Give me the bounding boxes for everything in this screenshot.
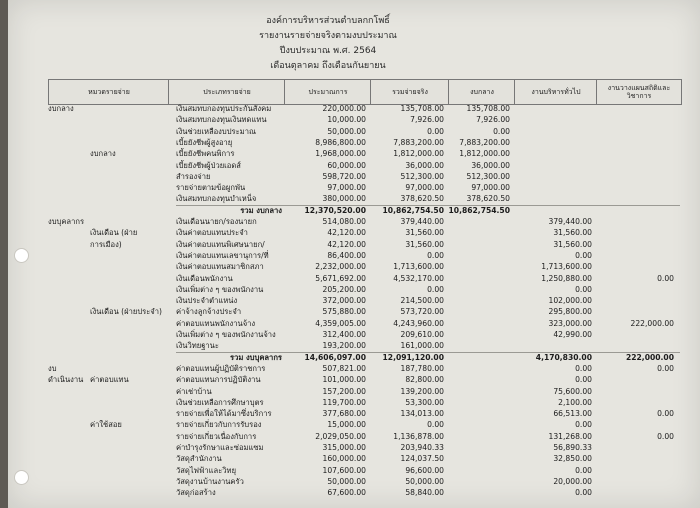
table-cell-paid: 379,440.00 bbox=[400, 217, 444, 226]
table-cell-est: 97,000.00 bbox=[327, 183, 366, 193]
table-cell-type: เบี้ยยังชีพคนพิการ bbox=[176, 149, 235, 159]
table-cell-c2: 1,250,880.00 bbox=[541, 273, 592, 283]
table-cell-type: ค่าจ้างลูกจ้างประจำ bbox=[176, 307, 242, 317]
table-cell-c3: 0.00 bbox=[657, 363, 674, 373]
table-cell-paid: 31,560.00 bbox=[405, 228, 444, 238]
table-cell-paid: 0.00 bbox=[427, 126, 444, 136]
punch-hole bbox=[14, 470, 29, 485]
table-cell-paid: 187,780.00 bbox=[400, 363, 444, 373]
table-cell-type: รวม งบบุคลากร bbox=[229, 352, 282, 362]
table-cell-c2: 31,560.00 bbox=[553, 239, 592, 249]
table-cell-paid: 0.00 bbox=[427, 250, 444, 260]
table-cell-est: 107,600.00 bbox=[322, 465, 366, 475]
table-cell-paid: 209,610.00 bbox=[400, 330, 444, 339]
table-cell-c1: 36,000.00 bbox=[471, 160, 510, 170]
table-cell-est: 60,000.00 bbox=[327, 160, 366, 170]
table-cell-c3: 0.00 bbox=[657, 431, 674, 441]
table-cell-paid: 1,136,878.00 bbox=[393, 431, 444, 441]
table-cell-c1: 7,926.00 bbox=[476, 115, 510, 125]
table-cell-c2: 0.00 bbox=[575, 250, 592, 260]
table-cell-est: 50,000.00 bbox=[327, 126, 366, 136]
table-cell-type: รวม งบกลาง bbox=[240, 205, 282, 215]
report-title: รายงานรายจ่ายจริงตามงบประมาณ bbox=[259, 31, 397, 41]
table-cell-est: 119,700.00 bbox=[322, 397, 366, 407]
table-cell-est: 12,370,520.00 bbox=[304, 205, 366, 215]
table-cell-est: 507,821.00 bbox=[322, 363, 366, 373]
col-header-general-admin: งานบริหารทั่วไป bbox=[514, 79, 598, 105]
table-cell-c2: 102,000.00 bbox=[548, 296, 592, 306]
table-cell-c2: 75,600.00 bbox=[553, 386, 592, 396]
table-cell-c2: 0.00 bbox=[575, 284, 592, 294]
table-cell-c3: 222,000.00 bbox=[625, 352, 674, 362]
table-cell-est: 157,200.00 bbox=[322, 386, 366, 396]
table-cell-paid: 36,000.00 bbox=[405, 160, 444, 170]
table-cell-paid: 0.00 bbox=[427, 284, 444, 294]
col-header-planning: งานวางแผนสถิติและวิชาการ bbox=[596, 79, 682, 105]
table-cell-paid: 31,560.00 bbox=[405, 239, 444, 249]
table-cell-type: เงินเพิ่มต่าง ๆ ของพนักงานจ้าง bbox=[176, 330, 276, 339]
table-cell-paid: 4,532,170.00 bbox=[393, 273, 444, 283]
table-cell-g2: ค่าตอบแทน bbox=[90, 375, 129, 385]
table-cell-c1: 10,862,754.50 bbox=[448, 205, 510, 215]
table-cell-paid: 573,720.00 bbox=[400, 307, 444, 317]
col-header-estimate: ประมาณการ bbox=[284, 79, 372, 105]
table-cell-est: 312,400.00 bbox=[322, 330, 366, 339]
table-cell-paid: 512,300.00 bbox=[400, 171, 444, 181]
table-cell-type: สำรองจ่าย bbox=[176, 171, 211, 181]
table-cell-paid: 12,091,120.00 bbox=[382, 352, 444, 362]
table-cell-g2: การเมือง) bbox=[90, 239, 122, 249]
table-cell-est: 42,120.00 bbox=[327, 228, 366, 238]
table-cell-type: วัสดุสำนักงาน bbox=[176, 454, 222, 464]
table-cell-paid: 10,862,754.50 bbox=[382, 205, 444, 215]
table-cell-paid: 7,883,200.00 bbox=[393, 137, 444, 147]
table-cell-type: รายจ่ายเพื่อให้ได้มาซึ่งบริการ bbox=[176, 409, 272, 419]
table-cell-c2: 20,000.00 bbox=[553, 476, 592, 486]
table-cell-c2: 0.00 bbox=[575, 363, 592, 373]
table-cell-c1: 7,883,200.00 bbox=[459, 137, 510, 147]
table-cell-est: 372,000.00 bbox=[322, 296, 366, 306]
table-cell-type: เบี้ยยังชีพผู้ป่วยเอดส์ bbox=[176, 160, 241, 170]
table-cell-paid: 96,600.00 bbox=[405, 465, 444, 475]
table-cell-type: รายจ่ายตามข้อผูกพัน bbox=[176, 183, 246, 193]
table-cell-type: ค่าบำรุงรักษาและซ่อมแซม bbox=[176, 443, 264, 452]
table-cell-g1: ดำเนินงาน bbox=[48, 375, 84, 385]
table-cell-g1: งบบุคลากร bbox=[48, 217, 85, 226]
table-cell-paid: 7,926.00 bbox=[410, 115, 444, 125]
table-cell-paid: 203,940.33 bbox=[400, 443, 444, 452]
table-cell-c2: 66,513.00 bbox=[553, 409, 592, 419]
table-cell-type: รายจ่ายเกี่ยวเนื่องกับการ bbox=[176, 431, 257, 441]
table-cell-type: เงินวิทยฐานะ bbox=[176, 341, 219, 351]
table-cell-g2: เงินเดือน (ฝ่าย bbox=[90, 228, 138, 238]
table-cell-c1: 1,812,000.00 bbox=[459, 149, 510, 159]
table-cell-type: เงินค่าตอบแทนเลขานุการ/ที่ bbox=[176, 250, 269, 260]
table-cell-paid: 161,000.00 bbox=[400, 341, 444, 351]
report-period: เดือนตุลาคม ถึงเดือนกันยายน bbox=[270, 61, 386, 71]
table-cell-c3: 0.00 bbox=[657, 273, 674, 283]
punch-hole bbox=[14, 248, 29, 263]
table-cell-est: 1,968,000.00 bbox=[315, 149, 366, 159]
table-cell-est: 598,720.00 bbox=[322, 171, 366, 181]
table-cell-paid: 0.00 bbox=[427, 420, 444, 430]
col-header-central: งบกลาง bbox=[448, 79, 516, 105]
table-cell-c3: 222,000.00 bbox=[630, 318, 674, 328]
table-cell-c2: 4,170,830.00 bbox=[535, 352, 592, 362]
table-cell-c1: 512,300.00 bbox=[466, 171, 510, 181]
fiscal-year: ปีงบประมาณ พ.ศ. 2564 bbox=[279, 46, 377, 56]
table-cell-paid: 139,200.00 bbox=[400, 386, 444, 396]
table-cell-paid: 97,000.00 bbox=[405, 183, 444, 193]
table-cell-est: 193,200.00 bbox=[322, 341, 366, 351]
table-cell-g1: งบ bbox=[48, 363, 57, 373]
col-header-type: ประเภทรายจ่าย bbox=[168, 79, 286, 105]
table-cell-type: วัสดุไฟฟ้าและวิทยุ bbox=[176, 465, 237, 475]
table-cell-est: 14,606,097.00 bbox=[304, 352, 366, 362]
table-cell-est: 315,000.00 bbox=[322, 443, 366, 452]
table-cell-est: 220,000.00 bbox=[322, 104, 366, 113]
table-cell-est: 101,000.00 bbox=[322, 375, 366, 385]
table-cell-c2: 42,990.00 bbox=[553, 330, 592, 339]
table-cell-c2: 32,850.00 bbox=[553, 454, 592, 464]
table-cell-paid: 82,800.00 bbox=[405, 375, 444, 385]
table-cell-type: เงินค่าตอบแทนพิเศษนายก/ bbox=[176, 239, 265, 249]
table-cell-est: 205,200.00 bbox=[322, 284, 366, 294]
table-cell-type: เงินช่วยเหลืองบประมาณ bbox=[176, 126, 256, 136]
table-cell-est: 514,080.00 bbox=[322, 217, 366, 226]
table-cell-c2: 0.00 bbox=[575, 420, 592, 430]
col-header-category: หมวดรายจ่าย bbox=[48, 79, 170, 105]
table-cell-est: 160,000.00 bbox=[322, 454, 366, 464]
table-cell-type: เงินประจำตำแหน่ง bbox=[176, 296, 238, 306]
table-cell-est: 575,880.00 bbox=[322, 307, 366, 317]
table-cell-paid: 378,620.50 bbox=[400, 194, 444, 204]
table-cell-g2: ค่าใช้สอย bbox=[90, 420, 122, 430]
table-cell-type: เบี้ยยังชีพผู้สูงอายุ bbox=[176, 137, 233, 147]
table-cell-est: 50,000.00 bbox=[327, 476, 366, 486]
table-cell-paid: 214,500.00 bbox=[400, 296, 444, 306]
org-name: องค์การบริหารส่วนตำบลกกโพธิ์ bbox=[266, 16, 390, 26]
table-cell-type: ค่าเช่าบ้าน bbox=[176, 386, 212, 396]
table-cell-type: เงินสมทบกองทุนเงินทดแทน bbox=[176, 115, 267, 125]
table-cell-paid: 58,840.00 bbox=[405, 488, 444, 498]
table-cell-paid: 135,708.00 bbox=[400, 104, 444, 113]
table-cell-paid: 4,243,960.00 bbox=[393, 318, 444, 328]
table-cell-c2: 323,000.00 bbox=[548, 318, 592, 328]
table-cell-c1: 0.00 bbox=[493, 126, 510, 136]
table-cell-paid: 134,013.00 bbox=[400, 409, 444, 419]
table-cell-c2: 2,100.00 bbox=[558, 397, 592, 407]
table-cell-type: วัสดุก่อสร้าง bbox=[176, 488, 216, 498]
table-cell-g1: งบกลาง bbox=[48, 104, 74, 113]
table-cell-est: 10,000.00 bbox=[327, 115, 366, 125]
table-cell-est: 5,671,692.00 bbox=[315, 273, 366, 283]
table-cell-est: 380,000.00 bbox=[322, 194, 366, 204]
table-cell-c1: 135,708.00 bbox=[466, 104, 510, 113]
table-cell-type: รายจ่ายเกี่ยวกับการรับรอง bbox=[176, 420, 262, 430]
table-cell-g2: เงินเดือน (ฝ่ายประจำ) bbox=[90, 307, 162, 317]
table-cell-est: 4,359,005.00 bbox=[315, 318, 366, 328]
table-cell-g2: งบกลาง bbox=[90, 149, 116, 159]
table-cell-c2: 56,890.33 bbox=[553, 443, 592, 452]
table-cell-type: เงินสมทบกองทุนบำเหน็จ bbox=[176, 194, 257, 204]
table-cell-type: ค่าตอบแทนผู้ปฏิบัติราชการ bbox=[176, 363, 266, 373]
table-cell-c2: 0.00 bbox=[575, 488, 592, 498]
table-cell-paid: 124,037.50 bbox=[400, 454, 444, 464]
table-cell-type: เงินเดือนพนักงาน bbox=[176, 273, 233, 283]
table-cell-c3: 0.00 bbox=[657, 409, 674, 419]
table-cell-type: เงินเพิ่มต่าง ๆ ของพนักงาน bbox=[176, 284, 264, 294]
table-cell-type: เงินค่าตอบแทนสมาชิกสภา bbox=[176, 262, 264, 272]
table-cell-est: 67,600.00 bbox=[327, 488, 366, 498]
table-cell-type: เงินช่วยเหลือการศึกษาบุตร bbox=[176, 397, 264, 407]
table-cell-est: 15,000.00 bbox=[327, 420, 366, 430]
table-cell-c2: 379,440.00 bbox=[548, 217, 592, 226]
table-cell-paid: 53,300.00 bbox=[405, 397, 444, 407]
table-cell-est: 86,400.00 bbox=[327, 250, 366, 260]
col-header-actual: รวมจ่ายจริง bbox=[370, 79, 450, 105]
table-cell-c2: 31,560.00 bbox=[553, 228, 592, 238]
table-cell-c2: 0.00 bbox=[575, 465, 592, 475]
table-cell-c1: 378,620.50 bbox=[466, 194, 510, 204]
table-cell-c2: 1,713,600.00 bbox=[541, 262, 592, 272]
table-cell-type: ค่าตอบแทนพนักงานจ้าง bbox=[176, 318, 256, 328]
table-cell-c1: 97,000.00 bbox=[471, 183, 510, 193]
table-cell-type: เงินเดือนนายก/รองนายก bbox=[176, 217, 257, 226]
table-cell-c2: 131,268.00 bbox=[548, 431, 592, 441]
table-cell-est: 2,029,050.00 bbox=[315, 431, 366, 441]
table-cell-est: 42,120.00 bbox=[327, 239, 366, 249]
table-cell-paid: 50,000.00 bbox=[405, 476, 444, 486]
table-cell-paid: 1,713,600.00 bbox=[393, 262, 444, 272]
table-cell-est: 377,680.00 bbox=[322, 409, 366, 419]
table-cell-c2: 0.00 bbox=[575, 375, 592, 385]
table-cell-paid: 1,812,000.00 bbox=[393, 149, 444, 159]
table-cell-est: 8,986,800.00 bbox=[315, 137, 366, 147]
table-cell-type: เงินสมทบกองทุนประกันสังคม bbox=[176, 104, 272, 113]
table-cell-type: วัสดุงานบ้านงานครัว bbox=[176, 476, 244, 486]
document-sheet bbox=[8, 0, 700, 508]
table-cell-est: 2,232,000.00 bbox=[315, 262, 366, 272]
table-cell-type: ค่าตอบแทนการปฏิบัติงาน bbox=[176, 375, 261, 385]
table-cell-c2: 295,800.00 bbox=[548, 307, 592, 317]
table-cell-type: เงินค่าตอบแทนประจำ bbox=[176, 228, 248, 238]
